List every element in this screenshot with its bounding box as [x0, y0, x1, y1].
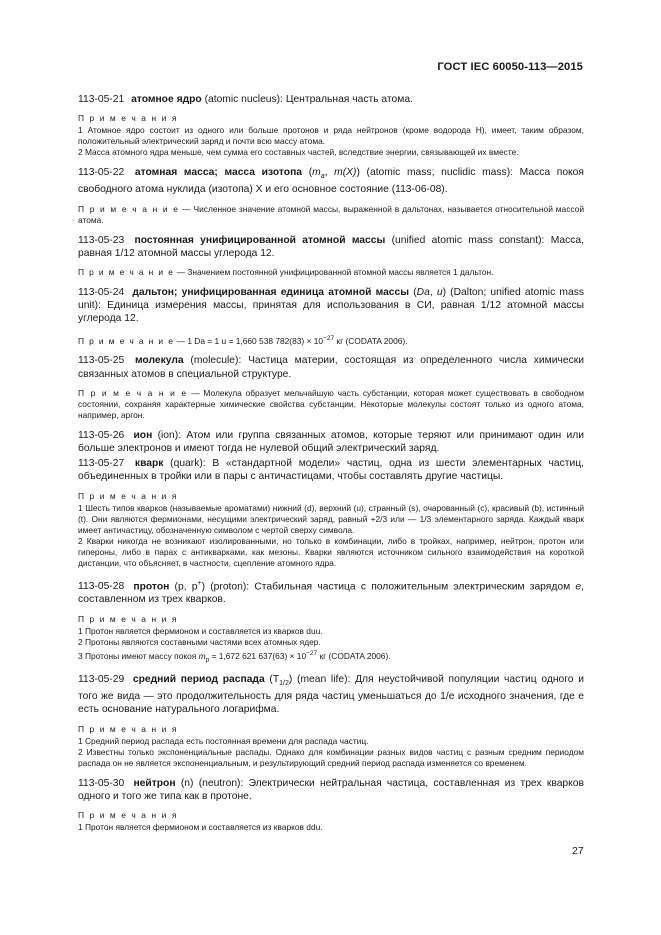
term-entry: [78, 286, 584, 346]
term-name: атомное ядро: [131, 94, 202, 105]
term-code: 113-05-21: [78, 94, 125, 105]
term-code: 113-05-25: [78, 355, 125, 367]
term-entry: [78, 777, 584, 833]
term-entry: [78, 93, 584, 158]
page-number: 27: [572, 845, 584, 857]
term-name: постоянная унифицированной атомной массы: [134, 234, 386, 246]
term-text: ,: [429, 287, 437, 299]
notes-block: [78, 614, 584, 665]
exponent: −27: [306, 649, 318, 657]
term-code: 113-05-24: [78, 287, 125, 299]
term-text: ) (atomic mass; nuclidic mass): Масса покоя свободного атома нуклида (изотопа) X и его основное состояние (113-06-08).: [78, 167, 584, 196]
notes-block: [78, 724, 584, 769]
term-text: (p, p: [169, 581, 198, 593]
term-text: ) (mean life): Для неустойчивой популяции частиц одного и того же вида — это продолжительность для ряда частиц уменьшаться до 1/e исходного значения, где e есть основание натурального логарифма.: [78, 673, 584, 716]
notes-title: П р и м е ч а н и я: [78, 490, 178, 501]
term-definition: [78, 777, 584, 803]
symbol: Da: [416, 287, 430, 299]
standard-header: ГОСТ IEC 60050-113—2015: [437, 61, 583, 73]
term-text: ,: [324, 167, 335, 179]
notes-title: П р и м е ч а н и я: [78, 723, 178, 734]
note-item: 1 Протон является фермионом и составляется из кварков duu.: [78, 625, 323, 636]
term-entry: [78, 577, 584, 665]
term-text: ) (Dalton; unified atomic mass unit): Единица измерения массы, принятая для использования в СИ, равная 1/12 атомной массы углерода 12.: [78, 287, 584, 325]
term-text: (unified atomic mass constant): Масса, равная 1/12 атомной массы углерода 12.: [78, 234, 584, 259]
symbol-subscript: a: [320, 173, 325, 181]
superscript: +: [197, 579, 202, 587]
term-entry: [78, 457, 584, 568]
term-entry: [78, 354, 584, 420]
note-label: П р и м е ч а н и е: [78, 267, 175, 278]
term-text: (T: [264, 673, 280, 685]
term-definition: [78, 354, 584, 380]
note-item: [78, 648, 584, 665]
note-text: кг (CODATA 2006).: [317, 650, 391, 661]
note-item: 1 Атомное ядро состоит из одного или больше протонов и ряда нейтронов (кроме водорода H), имеет, таким образом, положительный электрический заряд и почти всю массу атома.: [78, 125, 584, 147]
term-entry: [78, 166, 584, 225]
notes-block: [78, 267, 584, 278]
term-definition: [78, 457, 584, 483]
notes-block: [78, 388, 584, 421]
term-definition: [78, 429, 584, 455]
term-code: 113-05-26: [78, 429, 125, 441]
note-item: 2 Известны только экспоненциальные распады. Однако для комбинации разных видов частиц с разным средним периодом распада он не является экспоненциальным, и результирующий средний период распада изменяется со временем.: [78, 746, 584, 768]
note-text: — Молекула образует мельчайшую часть субстанции, которая может существовать в свободном состоянии, сохраняя характерные химические свойства субстанции. Некоторые молекулы состоят только из одного атома, например, аргон.: [78, 387, 584, 420]
note-text: кг (CODATA 2006).: [334, 335, 408, 346]
term-name: дальтон; унифицированная единица атомной массы: [132, 287, 410, 299]
term-definition: [78, 577, 584, 607]
note-text: — 1 Da = 1 u = 1,660 538 782(83) × 10: [174, 335, 324, 346]
term-definition: [78, 286, 584, 326]
note-text: — Численное значение атомной массы, выраженной в дальтонах, называется относительной массой атома.: [78, 203, 585, 225]
term-text: , составленном из трех кварков.: [78, 581, 584, 606]
note-item: 2 Кварки никогда не возникают изолированными, но только в комбинации, либо в тройках, например, нейтрон, протон или гипероны, либо в парах с антикварками, как мезоны. Кварки являются источником сильного взаимодействия на короткой дистанции, что объясняет, в частности, сцепление атомного ядра.: [78, 535, 584, 568]
symbol-subscript: 1/2: [279, 680, 289, 688]
symbol: u: [436, 287, 443, 299]
note-item: 2 Протоны являются составными частями всех атомных ядер.: [78, 636, 321, 647]
term-definition: [78, 673, 584, 717]
term-definition: [78, 166, 584, 196]
note-text: 3 Протоны имеют массу покоя: [78, 650, 199, 661]
notes-title: П р и м е ч а н и я: [78, 113, 178, 124]
note-item: 1 Протон является фермионом и составляется из кварков ddu.: [78, 822, 323, 833]
term-text: (: [409, 287, 417, 299]
term-name: кварк: [134, 458, 164, 470]
term-code: 113-05-30: [78, 777, 125, 789]
symbol: m: [198, 650, 206, 661]
notes-block: [78, 333, 584, 347]
term-name: средний период распада: [132, 673, 265, 685]
term-name: атомная масса; масса изотопа: [134, 167, 303, 179]
term-name: протон: [133, 581, 170, 593]
term-name: молекула: [134, 355, 184, 367]
term-text: ) (proton): Стабильная частица с положительным электрическим зарядом: [201, 581, 576, 593]
term-code: 113-05-27: [78, 458, 125, 470]
note-item: 2 Масса атомного ядра меньше, чем сумма его составных частей, вследствие энергии, связывающей их вместе.: [78, 147, 519, 158]
exponent: −27: [323, 334, 335, 342]
symbol: m: [312, 167, 321, 179]
term-code: 113-05-22: [78, 167, 125, 179]
document-body: [78, 93, 584, 841]
term-text: (n) (neutron): Электрически нейтральная частица, составленная из трех кварков одного и того же типа как в протоне.: [78, 777, 584, 802]
symbol-subscript: p: [205, 655, 210, 663]
note-label: П р и м е ч а н и е: [78, 387, 188, 398]
term-name: нейтрон: [133, 777, 176, 789]
symbol: m(X): [334, 167, 357, 179]
symbol: e: [575, 581, 582, 593]
term-entry: [78, 234, 584, 278]
term-text: (ion): Атом или группа связанных атомов, которые теряют или принимают один или больше электронов и имеют тогда не нулевой общий электрический заряд.: [78, 429, 584, 455]
notes-block: [78, 204, 584, 226]
notes-title: П р и м е ч а н и я: [78, 810, 178, 821]
note-label: П р и м е ч а н и е: [78, 335, 175, 346]
note-item: 1 Шесть типов кварков (называемые ароматами) нижний (d), верхний (u), странный (s), очарованный (c), красивый (b), истинный (t). Они являются фермионами, несущими электрический заряд, равный +2/3 или — 1/3 элементарного заряда. Каждый кварк имеет античастицу, обозначенную символом с чертой сверху символа.: [78, 502, 584, 535]
term-text: (: [302, 167, 313, 179]
notes-block: [78, 113, 584, 158]
notes-title: П р и м е ч а н и я: [78, 613, 178, 624]
notes-block: [78, 810, 584, 833]
note-item: [78, 388, 584, 421]
note-label: П р и м е ч а н и е: [78, 203, 180, 214]
note-item: [78, 267, 584, 278]
term-definition: [78, 234, 584, 260]
term-name: ион: [133, 429, 153, 441]
notes-block: [78, 491, 584, 569]
term-text: (molecule): Частица материи, состоящая из определенного числа химически связанных атомов в специальной структуре.: [78, 355, 584, 380]
note-text: = 1,672 621 637(63) × 10: [209, 650, 307, 661]
note-item: [78, 333, 584, 347]
note-item: 1 Средний период распада есть постоянная времени для распада частиц.: [78, 735, 369, 746]
term-entry: [78, 673, 584, 769]
note-text: — Значением постоянной унифицированной атомной массы является 1 дальтон.: [174, 267, 494, 278]
note-item: [78, 204, 584, 226]
term-code: 113-05-23: [78, 234, 125, 246]
term-text: (quark): В «стандартной модели» частиц, одна из шести элементарных частиц, объединенных в тройки или в пары с античастицами, чтобы составлять другие частицы.: [78, 458, 584, 483]
term-text: (atomic nucleus): Центральная часть атома.: [201, 94, 413, 105]
term-code: 113-05-29: [78, 673, 125, 685]
term-code: 113-05-28: [78, 581, 125, 593]
term-definition: [78, 93, 584, 106]
